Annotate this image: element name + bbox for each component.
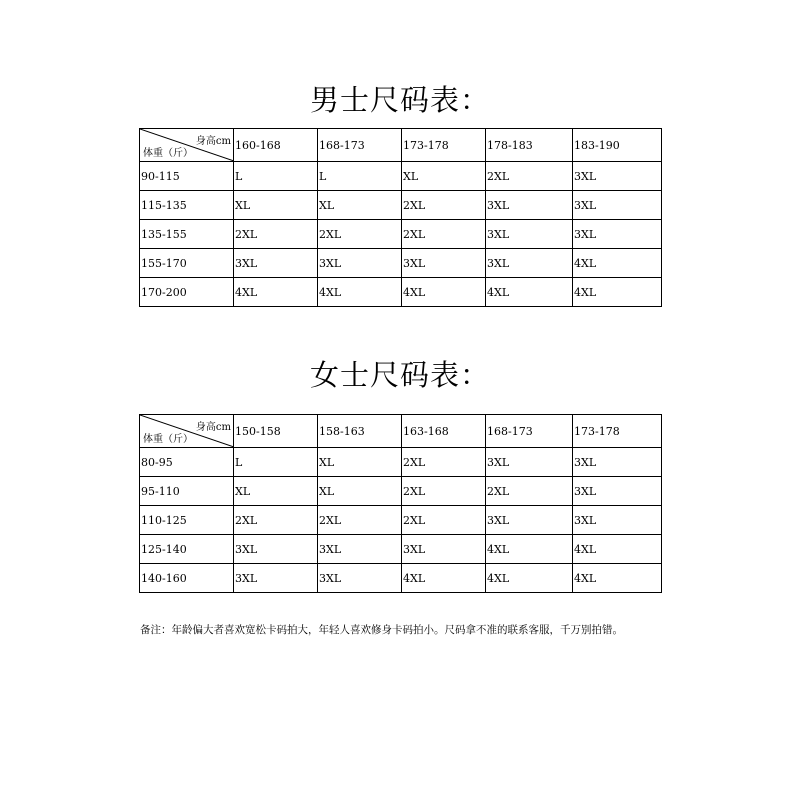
size-cell: 2XL [486,477,573,506]
size-cell: 2XL [486,162,573,191]
column-header: 173-178 [573,415,662,448]
size-cell: 4XL [573,278,662,307]
size-cell: 2XL [318,220,402,249]
size-cell: 3XL [486,220,573,249]
size-cell: 2XL [234,506,318,535]
row-label: 155-170 [140,249,234,278]
size-cell: 3XL [234,535,318,564]
height-header-label: 身高cm [195,136,231,147]
size-cell: 4XL [318,278,402,307]
size-cell: 2XL [402,448,486,477]
size-cell: 3XL [318,535,402,564]
table-corner-cell [140,129,234,162]
column-header: 150-158 [234,415,318,448]
size-cell: 4XL [402,278,486,307]
row-label: 135-155 [140,220,234,249]
table-row [140,162,662,191]
size-cell: 3XL [573,162,662,191]
size-cell: 4XL [402,564,486,593]
column-header: 158-163 [318,415,402,448]
table-row [140,220,662,249]
column-header: 163-168 [402,415,486,448]
weight-header-label: 体重（斤） [143,434,193,445]
size-cell: L [318,162,402,191]
table-row [140,535,662,564]
table-row [140,506,662,535]
size-cell: 3XL [402,535,486,564]
size-cell: L [234,448,318,477]
size-cell: 3XL [486,506,573,535]
size-cell: XL [402,162,486,191]
size-cell: 4XL [573,564,662,593]
women-size-chart-title: 女士尺码表： [309,358,490,392]
table-header-row [140,129,662,162]
size-cell: 3XL [318,564,402,593]
row-label: 110-125 [140,506,234,535]
size-cell: XL [318,191,402,220]
size-cell: 3XL [402,249,486,278]
size-cell: 3XL [486,191,573,220]
weight-header-label: 体重（斤） [143,148,193,159]
size-cell: 4XL [486,535,573,564]
row-label: 125-140 [140,535,234,564]
size-note: 备注：年龄偏大者喜欢宽松卡码拍大，年轻人喜欢修身卡码拍小。尺码拿不准的联系客服，千万别拍错。 [140,624,623,636]
table-row [140,477,662,506]
column-header: 183-190 [573,129,662,162]
row-label: 140-160 [140,564,234,593]
size-cell: 4XL [486,278,573,307]
table-row [140,278,662,307]
row-label: 115-135 [140,191,234,220]
size-cell: 4XL [234,278,318,307]
size-cell: 3XL [573,448,662,477]
size-cell: XL [234,191,318,220]
row-label: 95-110 [140,477,234,506]
size-cell: 4XL [573,535,662,564]
row-label: 170-200 [140,278,234,307]
table-header-row [140,415,662,448]
size-cell: L [234,162,318,191]
size-cell: 2XL [402,477,486,506]
size-cell: 3XL [486,448,573,477]
women-size-table [139,414,662,593]
size-cell: 3XL [573,506,662,535]
size-cell: 2XL [318,506,402,535]
table-row [140,191,662,220]
column-header: 168-173 [318,129,402,162]
size-cell: 3XL [234,249,318,278]
size-cell: XL [318,448,402,477]
size-cell: XL [234,477,318,506]
size-cell: 2XL [402,506,486,535]
size-cell: 2XL [402,191,486,220]
size-cell: 3XL [573,191,662,220]
height-header-label: 身高cm [195,422,231,433]
size-cell: 2XL [234,220,318,249]
row-label: 80-95 [140,448,234,477]
column-header: 173-178 [402,129,486,162]
table-corner-cell [140,415,234,448]
men-size-table [139,128,662,307]
size-cell: 3XL [234,564,318,593]
men-size-chart-title: 男士尺码表： [309,83,490,117]
column-header: 178-183 [486,129,573,162]
column-header: 168-173 [486,415,573,448]
size-cell: 4XL [573,249,662,278]
size-cell: XL [318,477,402,506]
row-label: 90-115 [140,162,234,191]
size-cell: 3XL [573,477,662,506]
table-row [140,564,662,593]
size-cell: 3XL [486,249,573,278]
column-header: 160-168 [234,129,318,162]
size-cell: 4XL [486,564,573,593]
size-cell: 3XL [318,249,402,278]
size-cell: 2XL [402,220,486,249]
table-row [140,448,662,477]
table-row [140,249,662,278]
size-cell: 3XL [573,220,662,249]
